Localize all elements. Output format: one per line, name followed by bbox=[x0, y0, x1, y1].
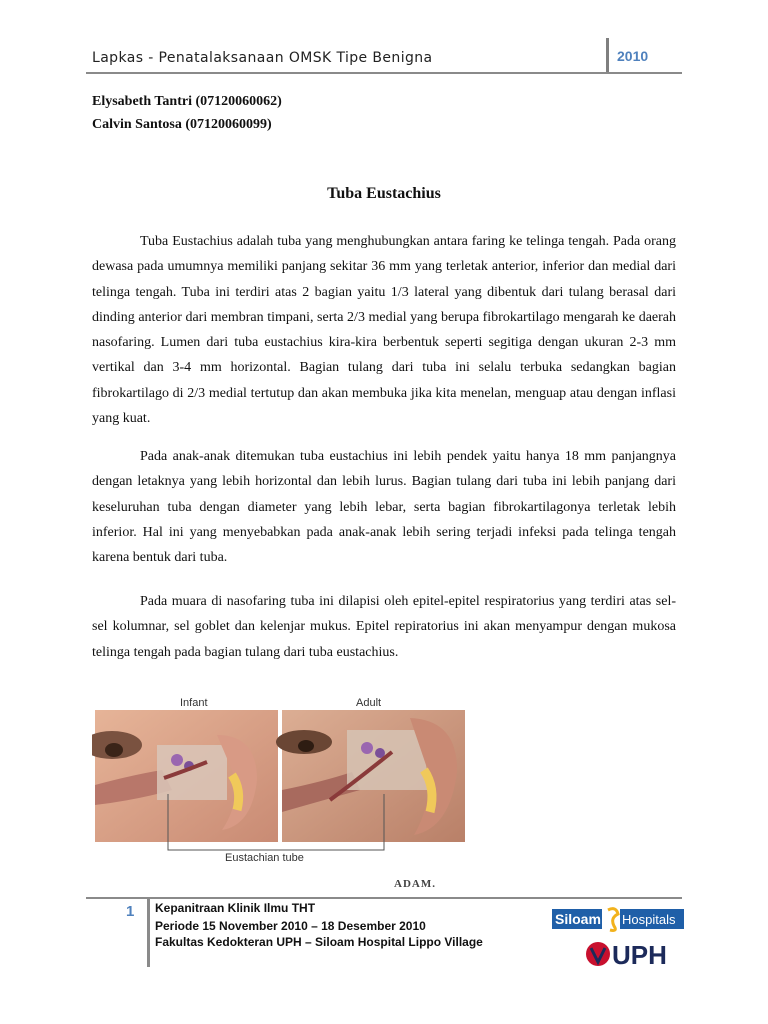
page-number: 1 bbox=[126, 903, 135, 920]
body-paragraph: Pada anak-anak ditemukan tuba eustachius ini lebih pendek yaitu hanya 18 mm panjangnya dengan letaknya yang lebih horizontal dan lebih lurus. Bagian tulang dari tuba ini lebih panjang dari keseluruhan tuba dengan diameter yang lebih lebar, serta bagian fibrokartilagonya terletak lebih inferior. Hal ini yang menyebabkan pada anak-anak lebih sering terjadi infeksi pada telinga tengah karena bentuk dari tuba. bbox=[92, 449, 676, 566]
author-name: Elysabeth Tantri (07120060062) bbox=[92, 94, 282, 109]
running-header-title: Lapkas - Penatalaksanaan OMSK Tipe Benigna bbox=[92, 50, 433, 66]
svg-text:Siloam: Siloam bbox=[555, 911, 601, 927]
footer-rule bbox=[86, 897, 682, 899]
figure-label-infant: Infant bbox=[180, 697, 208, 709]
section-title: Tuba Eustachius bbox=[327, 185, 441, 202]
header-year: 2010 bbox=[617, 48, 649, 64]
infant-head-illustration bbox=[92, 710, 278, 842]
svg-text:UPH: UPH bbox=[612, 940, 667, 970]
footer-line: Periode 15 November 2010 – 18 Desember 2010 bbox=[155, 919, 426, 933]
figure-label-adult: Adult bbox=[356, 697, 382, 709]
uph-logo bbox=[585, 936, 675, 976]
svg-text:Hospitals: Hospitals bbox=[622, 912, 676, 927]
adult-head-illustration bbox=[276, 710, 465, 842]
eustachian-tube-figure bbox=[92, 690, 472, 892]
footer-line: Kepanitraan Klinik Ilmu THT bbox=[155, 901, 316, 915]
siloam-hospitals-logo bbox=[552, 906, 684, 932]
body-paragraph: Pada muara di nasofaring tuba ini dilapisi oleh epitel-epitel respiratorius yang terdiri atas sel-sel kolumnar, sel goblet dan kelenjar mukus. Epitel repiratorius ini akan menyampur dengan mukosa telinga tengah pada bagian tulang dari tuba eustachius. bbox=[92, 594, 676, 660]
header-divider bbox=[606, 38, 609, 74]
footer-line: Fakultas Kedokteran UPH – Siloam Hospital Lippo Village bbox=[155, 935, 483, 949]
body-paragraph: Tuba Eustachius adalah tuba yang menghubungkan antara faring ke telinga tengah. Pada orang dewasa pada umumnya memiliki panjang sekitar 36 mm yang terletak anterior, inferior dan medial dari telinga tengah. Tuba ini terdiri atas 2 bagian yaitu 1/3 lateral yang dibentuk dari tulang berasal dari dinding anterior dari membran timpani, serta 2/3 medial yang berupa fibrokartilago mengarah ke daerah nasofaring. Lumen dari tuba eustachius kira-kira berbentuk seperti segitiga dengan ukuran 2-3 mm vertikal dan 3-4 mm horizontal. Bagian tulang dari tuba ini selalu terbuka sedangkan bagian fibrokartilago di 2/3 medial tertutup dan akan membuka jika kita menelan, menguap atau dengan inflasi yang kuat. bbox=[92, 234, 676, 427]
figure-caption: Eustachian tube bbox=[225, 852, 304, 864]
header-rule bbox=[86, 72, 682, 74]
footer-divider bbox=[147, 899, 150, 967]
author-name: Calvin Santosa (07120060099) bbox=[92, 117, 272, 132]
figure-credit: ADAM. bbox=[394, 878, 436, 890]
